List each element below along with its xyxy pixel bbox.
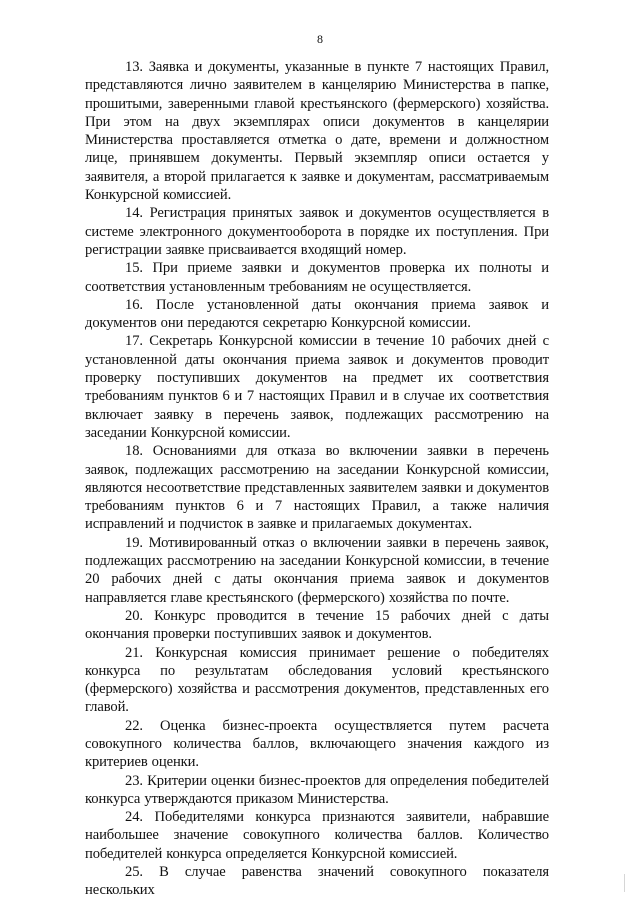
paragraph-20: 20. Конкурс проводится в течение 15 рабочих дней с даты окончания проверки поступивших заявок и документов. xyxy=(85,607,549,643)
paragraph-14: 14. Регистрация принятых заявок и документов осуществляется в системе электронного документооборота в порядке их поступления. При регистрации заявке присваивается входящий номер. xyxy=(85,205,549,258)
scan-margin-mark xyxy=(624,874,633,892)
paragraph-17: 17. Секретарь Конкурсной комиссии в течение 10 рабочих дней с установленной даты окончания приема заявок и документов проводит проверку поступивших документов на предмет их соответствия требованиям пунктов 6 и 7 настоящих Правил и в случае их соответствия включает заявку в перечень заявок, подлежащих рассмотрению на заседании Конкурсной комиссии. xyxy=(85,333,549,441)
paragraph-19: 19. Мотивированный отказ о включении заявки в перечень заявок, подлежащих рассмотрению на заседании Конкурсной комиссии, в течение 20 рабочих дней с даты окончания приема заявок и документов направляется главе крестьянского (фермерского) хозяйства по почте. xyxy=(85,534,549,606)
paragraph-21: 21. Конкурсная комиссия принимает решение о победителях конкурса по результатам обследования условий крестьянского (фермерского) хозяйства и рассмотрения документов, представленных его главой. xyxy=(85,644,549,716)
paragraph-25: 25. В случае равенства значений совокупного показателя нескольких xyxy=(85,864,549,899)
paragraph-24: 24. Победителями конкурса признаются заявители, набравшие наибольшее значение совокупного количества баллов. Количество победителей конкурса определяется Конкурсной комиссией. xyxy=(85,809,549,862)
document-body xyxy=(85,58,549,900)
paragraph-22: 22. Оценка бизнес-проекта осуществляется путем расчета совокупного количества баллов, включающего значения каждого из критериев оценки. xyxy=(85,717,549,771)
paragraph-13: 13. Заявка и документы, указанные в пункте 7 настоящих Правил, представляются лично заявителем в канцелярию Министерства в папке, прошитыми, заверенными главой крестьянского (фермерского) хозяйства. При этом на двух экземплярах описи документов в канцелярии Министерства проставляется отметка о дате, времени и должностном лице, принявшем документы. Первый экземпляр описи остается у заявителя, а второй прилагается к заявке и документам, рассматриваемым Конкурсной комиссией. xyxy=(85,59,549,204)
paragraph-18: 18. Основаниями для отказа во включении заявки в перечень заявок, подлежащих рассмотрению на заседании Конкурсной комиссии, являются несоответствие представленных заявителем заявки и документов требованиям пунктов 6 и 7 настоящих Правил, а также наличия исправлений и подчисток в заявке и прилагаемых документах. xyxy=(85,443,549,533)
paragraph-16: 16. После установленной даты окончания приема заявок и документов они передаются секретарю Конкурсной комиссии. xyxy=(85,296,549,332)
paragraph-23: 23. Критерии оценки бизнес-проектов для определения победителей конкурса утверждаются приказом Министерства. xyxy=(85,772,549,807)
paragraph-15: 15. При приеме заявки и документов проверка их полноты и соответствия установленным требованиям не осуществляется. xyxy=(85,260,549,295)
page-number: 8 xyxy=(317,32,323,46)
